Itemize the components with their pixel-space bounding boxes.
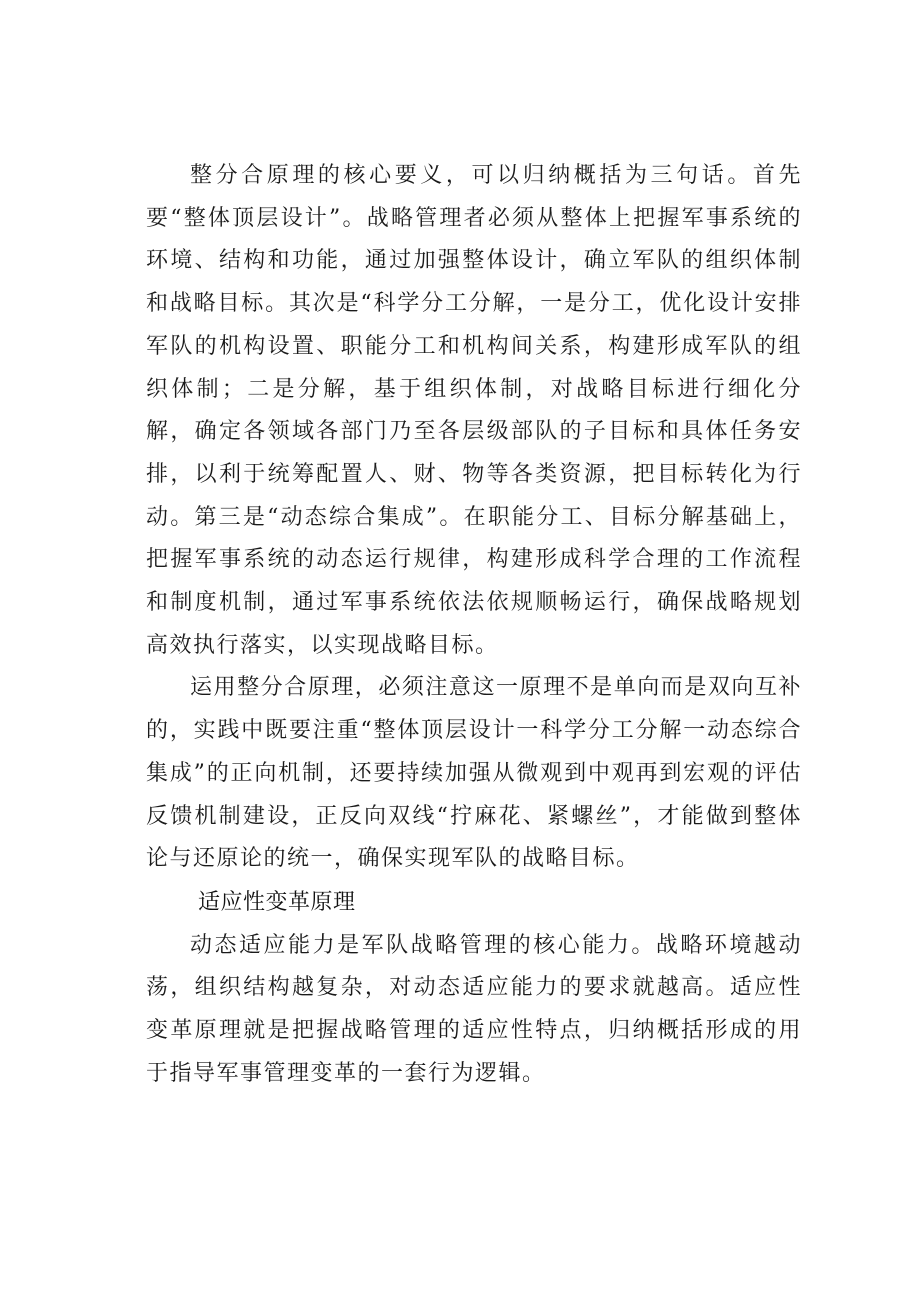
document-page bbox=[146, 155, 802, 1095]
section-heading: 适应性变革原理 bbox=[198, 889, 356, 915]
paragraph-adaptive-reform: 动态适应能力是军队战略管理的核心能力。战略环境越动荡，组织结构越复杂，对动态适应能力的要求就越高。适应性变革原理就是把握战略管理的适应性特点，归纳概括形成的用于指导军事管理变革的一套行为逻辑。 bbox=[146, 932, 802, 1086]
paragraph-principle-core: 整分合原理的核心要义，可以归纳概括为三句话。首先要“整体顶层设计”。战略管理者必须从整体上把握军事系统的环境、结构和功能，通过加强整体设计，确立军队的组织体制和战略目标。其次是“科学分工分解，一是分工，优化设计安排军队的机构设置、职能分工和机构间关系，构建形成军队的组织体制；二是分解，基于组织体制，对战略目标进行细化分解，确定各领域各部门乃至各层级部队的子目标和具体任务安排，以利于统筹配置人、财、物等各类资源，把目标转化为行动。第三是“动态综合集成”。在职能分工、目标分解基础上，把握军事系统的动态运行规律，构建形成科学合理的工作流程和制度机制，通过军事系统依法依规顺畅运行，确保战略规划高效执行落实，以实现战略目标。 bbox=[146, 163, 802, 658]
paragraph-principle-application: 运用整分合原理，必须注意这一原理不是单向而是双向互补的，实践中既要注重“整体顶层设计一科学分工分解一动态综合集成”的正向机制，还要持续加强从微观到中观再到宏观的评估反馈机制建设，正反向双线“拧麻花、紧螺丝”，才能做到整体论与还原论的统一，确保实现军队的战略目标。 bbox=[146, 675, 802, 872]
